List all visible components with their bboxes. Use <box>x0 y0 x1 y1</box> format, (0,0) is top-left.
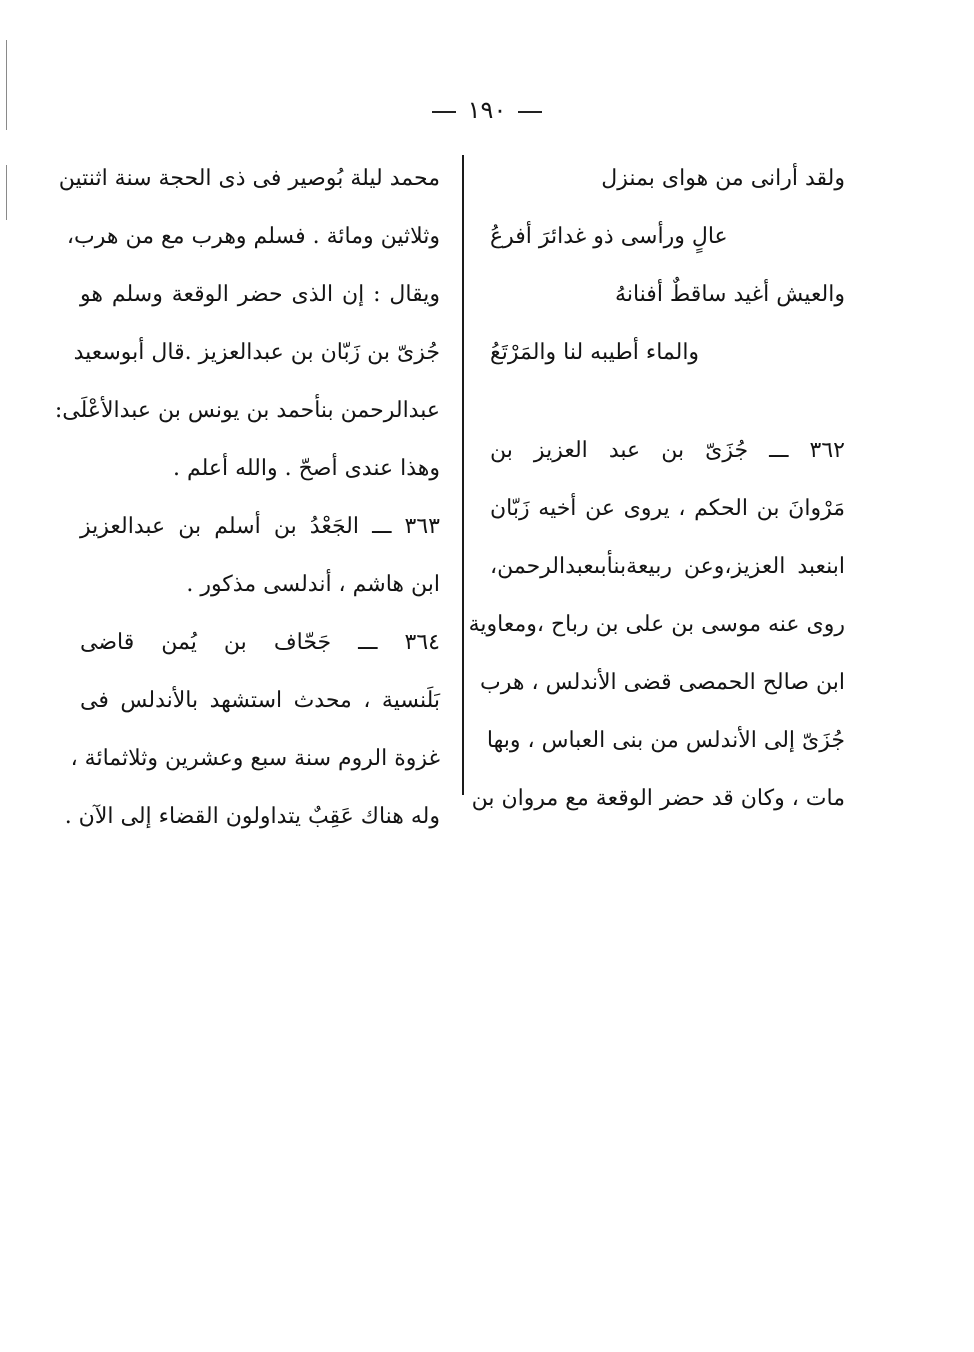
entry-line-364: ٣٦٤ ـــ جَحّاف بن يُمن قاضى <box>80 630 440 655</box>
entry-line: ٣٦٢ ـــ جُزَىّ بن عبد العزيز بن <box>490 438 845 463</box>
entry-line: جُزىّ بن زَبّان بن عبدالعزيز .قال أبوسعيد <box>73 340 440 365</box>
verse-line: ولقد أرانى من هواى بمنزل <box>601 166 845 191</box>
entry-line: محمد ليلة بُوصير فى ذى الحجة سنة اثنتين <box>58 166 440 191</box>
entry-line: وثلاثين ومائة . فسلم وهرب مع من هرب، <box>66 224 440 249</box>
entry-line: ويقال : إن الذى حضر الوقعة وسلم هو <box>80 282 440 307</box>
column-divider <box>462 155 464 795</box>
entry-line: ابنعبد العزيز،وعن ربيعةبنأبىعبدالرحمن، <box>490 554 845 579</box>
page-header <box>0 96 974 124</box>
left-column <box>54 150 440 846</box>
paragraph-gap <box>490 382 845 422</box>
header-dash <box>518 111 542 113</box>
entry-line-364: غزوة الروم سنة سبع وعشرين وثلاثمائة ، <box>70 746 440 771</box>
header-dash <box>432 111 456 113</box>
scan-edge-line <box>6 165 7 220</box>
right-column <box>468 150 845 828</box>
entry-line: مَرْوانَ بن الحكم ، يروى عن أخيه زَبّان <box>490 496 845 521</box>
entry-line: جُزَىّ إلى الأندلس من بنى العباس ، وبها <box>486 728 845 753</box>
entry-line: وهذا عندى أصحّ . والله أعلم . <box>172 456 440 481</box>
verse-line: والعيش أغيد ساقطٌ أفنانهُ <box>615 282 845 307</box>
page-number: ١٩٠ <box>467 96 507 124</box>
verse-line: والماء أطيبه لنا والمَرْتَعُ <box>490 340 700 365</box>
entry-line: ابن صالح الحمصى قضى الأندلس ، هرب <box>480 670 845 695</box>
entry-line-364: بَلَنسية ، محدث استشهد بالأندلس فى <box>80 688 440 713</box>
entry-line-363: ابن هاشم ، أندلسى مذكور . <box>186 572 440 597</box>
entry-line-364: وله هناك عَقِبٌ يتداولون القضاء إلى الآن . <box>64 804 440 829</box>
entry-line: عبدالرحمن بنأحمد بن يونس بن عبدالأعْلَى: <box>54 398 440 423</box>
verse-line: عالٍ ورأسى ذو غدائرَ أفرعُ <box>490 224 728 249</box>
entry-line-363: ٣٦٣ ـــ الجَعْدُ بن أسلم بن عبدالعزيز <box>80 514 440 539</box>
entry-line: روى عنه موسى بن على بن رباح ،ومعاوية <box>468 612 845 637</box>
entry-line: مات ، وكان قد حضر الوقعة مع مروان بن <box>471 786 845 811</box>
